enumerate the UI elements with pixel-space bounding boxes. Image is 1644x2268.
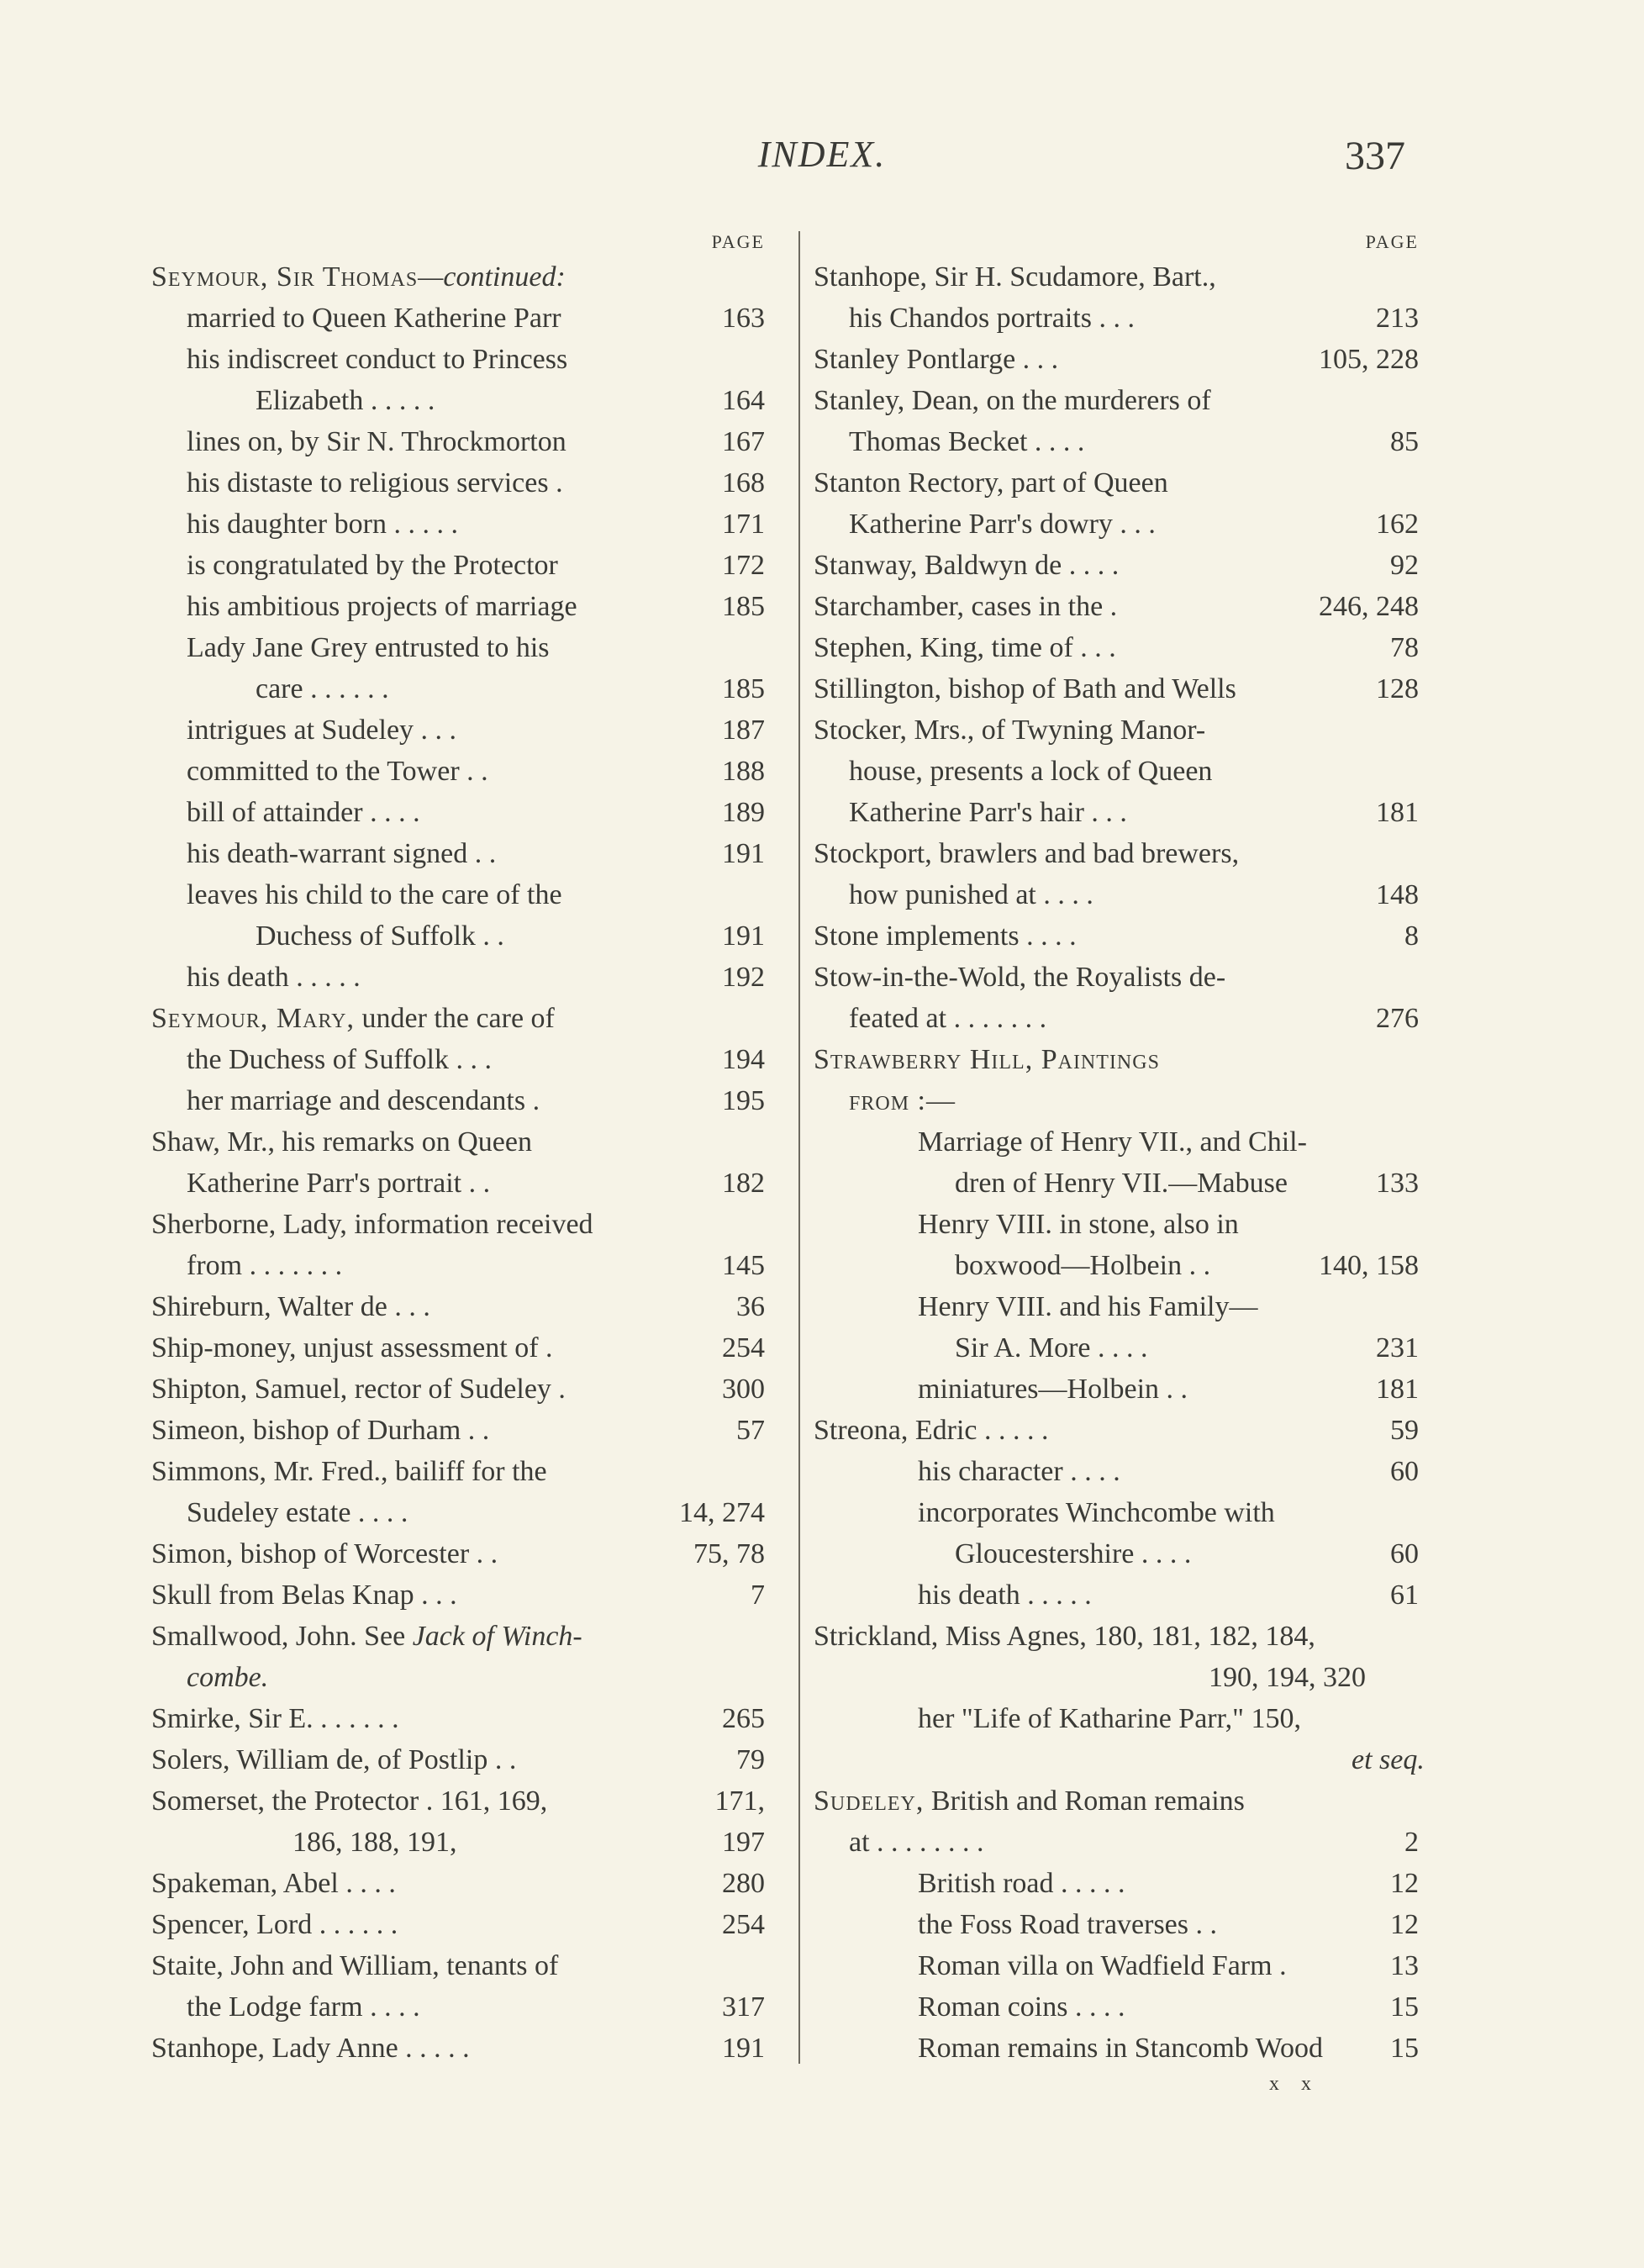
index-entry-text: the Lodge farm . . . .	[187, 1991, 420, 2023]
index-entry-page: 197	[722, 1827, 765, 1858]
index-entry	[151, 1410, 773, 1451]
index-entry-page: 61	[1390, 1580, 1419, 1611]
index-entry-text: Roman villa on Wadfield Farm .	[918, 1950, 1287, 1981]
index-entry-text: miniatures—Holbein . .	[918, 1374, 1188, 1405]
index-entry	[151, 1451, 773, 1492]
index-entry-page: 148	[1376, 879, 1419, 910]
index-entry-text: bill of attainder . . . .	[187, 797, 420, 828]
index-entry-page: 163	[722, 303, 765, 334]
index-entry	[151, 380, 773, 421]
index-entry	[151, 1739, 773, 1780]
index-entry-page: 317	[722, 1991, 765, 2023]
index-entry-text: Katherine Parr's dowry . . .	[849, 509, 1156, 540]
index-entry-text: combe.	[187, 1662, 269, 1693]
page-column-label: PAGE	[711, 231, 765, 252]
index-entry	[151, 1822, 773, 1863]
index-entry-text: Roman remains in Stancomb Wood	[918, 2033, 1324, 2064]
index-entry-page: 276	[1376, 1003, 1419, 1034]
index-entry-text: care . . . . . .	[256, 673, 389, 704]
index-entry	[151, 545, 773, 586]
index-entry-page: 78	[1390, 632, 1419, 663]
index-entry-text: her "Life of Katharine Parr," 150,	[918, 1703, 1301, 1734]
index-entry	[151, 627, 773, 668]
index-entry	[814, 1369, 1427, 1410]
index-entry	[814, 462, 1427, 504]
index-entry	[814, 1904, 1427, 1945]
index-entry-text: Starchamber, cases in the .	[814, 591, 1118, 622]
index-entry-page: 145	[722, 1250, 765, 1281]
index-entry-page: 171,	[714, 1785, 765, 1817]
index-entry	[814, 545, 1427, 586]
index-entry	[151, 1945, 773, 1986]
index-entry	[151, 1574, 773, 1616]
index-entry	[814, 957, 1427, 998]
index-entry-text: Strawberry Hill, Paintings	[814, 1044, 1160, 1075]
index-entry-page: 14, 274	[679, 1497, 765, 1528]
index-entry-page: 194	[722, 1044, 765, 1075]
index-entry-text: Katherine Parr's portrait . .	[187, 1168, 491, 1199]
index-entry	[814, 504, 1427, 545]
index-entry-text: Simon, bishop of Worcester . .	[151, 1538, 498, 1569]
index-entry-text: Ship-money, unjust assessment of .	[151, 1332, 553, 1363]
index-entry-page: 140, 158	[1319, 1250, 1419, 1281]
index-entry	[151, 1039, 773, 1080]
index-entry	[151, 339, 773, 380]
index-entry-text: Stone implements . . . .	[814, 920, 1077, 952]
index-entry-text: her marriage and descendants .	[187, 1085, 540, 1116]
index-entry-text: his death-warrant signed . .	[187, 838, 497, 869]
index-entry	[814, 1986, 1427, 2028]
index-entry-text: Streona, Edric . . . . .	[814, 1415, 1049, 1446]
index-entry	[814, 1121, 1427, 1163]
index-entry-page: 280	[722, 1868, 765, 1899]
index-entry	[151, 998, 773, 1039]
index-entry-text: his character . . . .	[918, 1456, 1120, 1487]
index-entry	[814, 339, 1427, 380]
index-entry	[814, 1533, 1427, 1574]
index-entry	[151, 586, 773, 627]
index-entry-text: Roman coins . . . .	[918, 1991, 1125, 2023]
index-entry-text: Stanley Pontlarge . . .	[814, 344, 1059, 375]
index-entry-text: the Foss Road traverses . .	[918, 1909, 1218, 1940]
index-entry	[814, 751, 1427, 792]
index-entry	[151, 792, 773, 833]
index-entry	[151, 1492, 773, 1533]
index-entry-text: how punished at . . . .	[849, 879, 1093, 910]
index-entry-text: is congratulated by the Protector	[187, 550, 558, 581]
index-entry-text: Solers, William de, of Postlip . .	[151, 1744, 517, 1775]
index-entry	[151, 915, 773, 957]
index-entry	[151, 1369, 773, 1410]
index-entry	[814, 1245, 1427, 1286]
index-entry-text: Smallwood, John. See Jack of Winch-	[151, 1621, 582, 1652]
index-entry-text: Duchess of Suffolk . .	[256, 920, 504, 952]
index-entry-text: Lady Jane Grey entrusted to his	[187, 632, 550, 663]
index-entry	[151, 1080, 773, 1121]
index-entry	[814, 1492, 1427, 1533]
index-entry-page: 105, 228	[1319, 344, 1419, 375]
index-entry-text: intrigues at Sudeley . . .	[187, 715, 457, 746]
index-entry	[814, 1574, 1427, 1616]
index-entry	[151, 462, 773, 504]
index-entry	[814, 1080, 1427, 1121]
index-entry-text: lines on, by Sir N. Throckmorton	[187, 426, 566, 457]
index-entry-text: his Chandos portraits . . .	[849, 303, 1135, 334]
index-entry	[814, 1739, 1427, 1780]
index-entry	[814, 1163, 1427, 1204]
index-entry-text: at . . . . . . . .	[849, 1827, 984, 1858]
index-entry-text: Stanhope, Sir H. Scudamore, Bart.,	[814, 261, 1216, 293]
index-entry-page: 181	[1376, 797, 1419, 828]
index-entry-text: his daughter born . . . . .	[187, 509, 458, 540]
index-entry	[814, 2028, 1427, 2069]
index-entry-page: 187	[722, 715, 765, 746]
index-entry-text: Seymour, Mary, under the care of	[151, 1003, 555, 1034]
index-entry-page: 172	[722, 550, 765, 581]
index-entry-page: 254	[722, 1332, 765, 1363]
index-entry-page: 60	[1390, 1456, 1419, 1487]
index-entry	[814, 1698, 1427, 1739]
index-entry-page: 185	[722, 673, 765, 704]
index-entry	[151, 751, 773, 792]
index-entry-text: Stanley, Dean, on the murderers of	[814, 385, 1211, 416]
index-entry	[814, 874, 1427, 915]
index-entry	[151, 1904, 773, 1945]
index-entry	[814, 998, 1427, 1039]
index-entry-text: Stillington, bishop of Bath and Wells	[814, 673, 1236, 704]
index-entry-text: Seymour, Sir Thomas—continued:	[151, 261, 566, 293]
index-entry-text: Stephen, King, time of . . .	[814, 632, 1116, 663]
running-head-title: INDEX.	[757, 134, 887, 175]
index-entry	[151, 1121, 773, 1163]
signature-mark: x x	[1269, 2073, 1320, 2095]
index-entry-text: Gloucestershire . . . .	[955, 1538, 1192, 1569]
index-entry-text: Katherine Parr's hair . . .	[849, 797, 1127, 828]
index-entry-text: incorporates Winchcombe with	[918, 1497, 1275, 1528]
column-divider	[798, 231, 800, 2064]
index-entry-text: Henry VIII. and his Family—	[918, 1291, 1258, 1322]
index-entry-page: 79	[736, 1744, 765, 1775]
index-entry-page: 195	[722, 1085, 765, 1116]
index-entry-text: Strickland, Miss Agnes, 180, 181, 182, 184,	[814, 1621, 1315, 1652]
index-entry-text: Shireburn, Walter de . . .	[151, 1291, 430, 1322]
index-entry	[814, 380, 1427, 421]
index-entry-text: Smirke, Sir E. . . . . . .	[151, 1703, 399, 1734]
index-entry	[151, 1863, 773, 1904]
index-entry-page: 57	[736, 1415, 765, 1446]
index-entry	[814, 1822, 1427, 1863]
index-entry-page: 2	[1404, 1827, 1419, 1858]
index-entry	[814, 627, 1427, 668]
index-entry	[151, 874, 773, 915]
index-entry	[814, 1780, 1427, 1822]
index-entry-text: leaves his child to the care of the	[187, 879, 562, 910]
index-entry-page: 168	[722, 467, 765, 498]
index-entry-text: British road . . . . .	[918, 1868, 1125, 1899]
index-entry-text: Thomas Becket . . . .	[849, 426, 1085, 457]
index-entry-page: 246, 248	[1319, 591, 1419, 622]
index-entry-text: boxwood—Holbein . .	[955, 1250, 1211, 1281]
index-entry	[151, 1245, 773, 1286]
index-entry-text: Stow-in-the-Wold, the Royalists de-	[814, 962, 1226, 993]
index-entry-text: Skull from Belas Knap . . .	[151, 1580, 457, 1611]
index-entry-page: 128	[1376, 673, 1419, 704]
index-entry-text: Stanton Rectory, part of Queen	[814, 467, 1168, 498]
index-entry-page: 164	[722, 385, 765, 416]
index-entry-page: 60	[1390, 1538, 1419, 1569]
index-entry-text: his indiscreet conduct to Princess	[187, 344, 568, 375]
index-entry-page: 12	[1390, 1909, 1419, 1940]
index-entry	[151, 668, 773, 709]
index-entry-text: Spakeman, Abel . . . .	[151, 1868, 396, 1899]
index-entry	[151, 1163, 773, 1204]
index-entry-text: married to Queen Katherine Parr	[187, 303, 561, 334]
index-entry-text: 186, 188, 191,	[292, 1827, 457, 1858]
index-entry	[814, 1327, 1427, 1369]
index-entry-text: Spencer, Lord . . . . . .	[151, 1909, 398, 1940]
index-entry	[151, 1698, 773, 1739]
index-entry-page: 133	[1376, 1168, 1419, 1199]
index-entry	[814, 1863, 1427, 1904]
index-column-left	[151, 231, 773, 2069]
index-entry-page: 92	[1390, 550, 1419, 581]
index-entry-text: Sudeley, British and Roman remains	[814, 1785, 1245, 1817]
index-entry-page: 231	[1376, 1332, 1419, 1363]
index-entry-page: 213	[1376, 303, 1419, 334]
index-entry-text: his death . . . . .	[918, 1580, 1092, 1611]
index-entry-text: 190, 194, 320	[1209, 1662, 1366, 1693]
index-entry	[151, 1657, 773, 1698]
index-entry	[814, 1204, 1427, 1245]
index-entry	[151, 709, 773, 751]
index-entry-text: Shipton, Samuel, rector of Sudeley .	[151, 1374, 566, 1405]
index-entry-page: 12	[1390, 1868, 1419, 1899]
index-entry-text: Simmons, Mr. Fred., bailiff for the	[151, 1456, 547, 1487]
index-entry	[814, 668, 1427, 709]
index-entry	[814, 1410, 1427, 1451]
index-entry-text: Stocker, Mrs., of Twyning Manor-	[814, 715, 1206, 746]
index-entry	[814, 792, 1427, 833]
index-entry	[151, 1616, 773, 1657]
page-column-label: PAGE	[1365, 231, 1419, 252]
index-entry	[151, 1986, 773, 2028]
index-entry-page: 75, 78	[693, 1538, 765, 1569]
index-entry-text: house, presents a lock of Queen	[849, 756, 1213, 787]
index-entry-page: 188	[722, 756, 765, 787]
index-entry-page: 191	[722, 2033, 765, 2064]
index-entry	[814, 256, 1427, 298]
index-entry-text: Henry VIII. in stone, also in	[918, 1209, 1239, 1240]
index-entry	[151, 1533, 773, 1574]
index-entry-page: 300	[722, 1374, 765, 1405]
index-entry	[814, 1657, 1427, 1698]
index-entry-page: 7	[751, 1580, 765, 1611]
index-entry	[814, 1616, 1427, 1657]
index-entry	[151, 1327, 773, 1369]
index-entry-text: the Duchess of Suffolk . . .	[187, 1044, 492, 1075]
index-entry-page: 254	[722, 1909, 765, 1940]
index-entry-page: 181	[1376, 1374, 1419, 1405]
index-entry	[151, 2028, 773, 2069]
index-entry-page: 167	[722, 426, 765, 457]
index-entry	[151, 1286, 773, 1327]
index-entry	[814, 1945, 1427, 1986]
index-entry-page: 189	[722, 797, 765, 828]
index-entry-page: 265	[722, 1703, 765, 1734]
index-entry	[151, 256, 773, 298]
index-entry-page: 59	[1390, 1415, 1419, 1446]
index-entry	[151, 298, 773, 339]
index-entry-text: Sherborne, Lady, information received	[151, 1209, 593, 1240]
index-entry-text: from :—	[849, 1085, 956, 1116]
index-entry	[814, 298, 1427, 339]
index-entry-text: et seq.	[1352, 1744, 1425, 1775]
index-entry-text: Stockport, brawlers and bad brewers,	[814, 838, 1240, 869]
index-entry	[814, 1286, 1427, 1327]
index-entry-text: dren of Henry VII.—Mabuse	[955, 1168, 1288, 1199]
index-entry-page: 162	[1376, 509, 1419, 540]
index-entry-text: Simeon, bishop of Durham . .	[151, 1415, 490, 1446]
index-entry	[814, 1039, 1427, 1080]
index-entry-text: Somerset, the Protector . 161, 169,	[151, 1785, 548, 1817]
index-entry-page: 36	[736, 1291, 765, 1322]
index-entry-text: Sudeley estate . . . .	[187, 1497, 408, 1528]
index-entry-page: 192	[722, 962, 765, 993]
index-entry-text: Marriage of Henry VII., and Chil-	[918, 1126, 1307, 1158]
index-entry-text: Sir A. More . . . .	[955, 1332, 1148, 1363]
index-entry-text: his distaste to religious services .	[187, 467, 563, 498]
index-entry	[151, 957, 773, 998]
index-entry-page: 171	[722, 509, 765, 540]
index-entry-text: his death . . . . .	[187, 962, 361, 993]
index-column-right	[814, 231, 1427, 2069]
index-entry-text: Shaw, Mr., his remarks on Queen	[151, 1126, 532, 1158]
index-entry	[151, 1204, 773, 1245]
index-entry	[814, 915, 1427, 957]
index-entry	[151, 833, 773, 874]
index-entry-text: Stanhope, Lady Anne . . . . .	[151, 2033, 470, 2064]
index-entry-page: 15	[1390, 1991, 1419, 2023]
index-entry-text: his ambitious projects of marriage	[187, 591, 577, 622]
index-entry	[814, 833, 1427, 874]
index-entry	[151, 1780, 773, 1822]
index-entry	[814, 709, 1427, 751]
page-number: 337	[1345, 134, 1405, 178]
index-entry	[814, 586, 1427, 627]
index-entry-text: feated at . . . . . . .	[849, 1003, 1047, 1034]
index-entry-page: 8	[1404, 920, 1419, 952]
index-entry-page: 191	[722, 920, 765, 952]
index-entry	[151, 421, 773, 462]
index-entry-text: Stanway, Baldwyn de . . . .	[814, 550, 1120, 581]
index-entry-text: Elizabeth . . . . .	[256, 385, 435, 416]
index-entry-page: 185	[722, 591, 765, 622]
index-entry	[814, 1451, 1427, 1492]
index-entry-page: 13	[1390, 1950, 1419, 1981]
index-entry-text: committed to the Tower . .	[187, 756, 488, 787]
index-entry-text: Staite, John and William, tenants of	[151, 1950, 559, 1981]
index-entry-page: 182	[722, 1168, 765, 1199]
index-entry-page: 85	[1390, 426, 1419, 457]
index-entry-page: 191	[722, 838, 765, 869]
index-entry-page: 15	[1390, 2033, 1419, 2064]
index-entry	[151, 504, 773, 545]
index-entry	[814, 421, 1427, 462]
index-entry-text: from . . . . . . .	[187, 1250, 343, 1281]
